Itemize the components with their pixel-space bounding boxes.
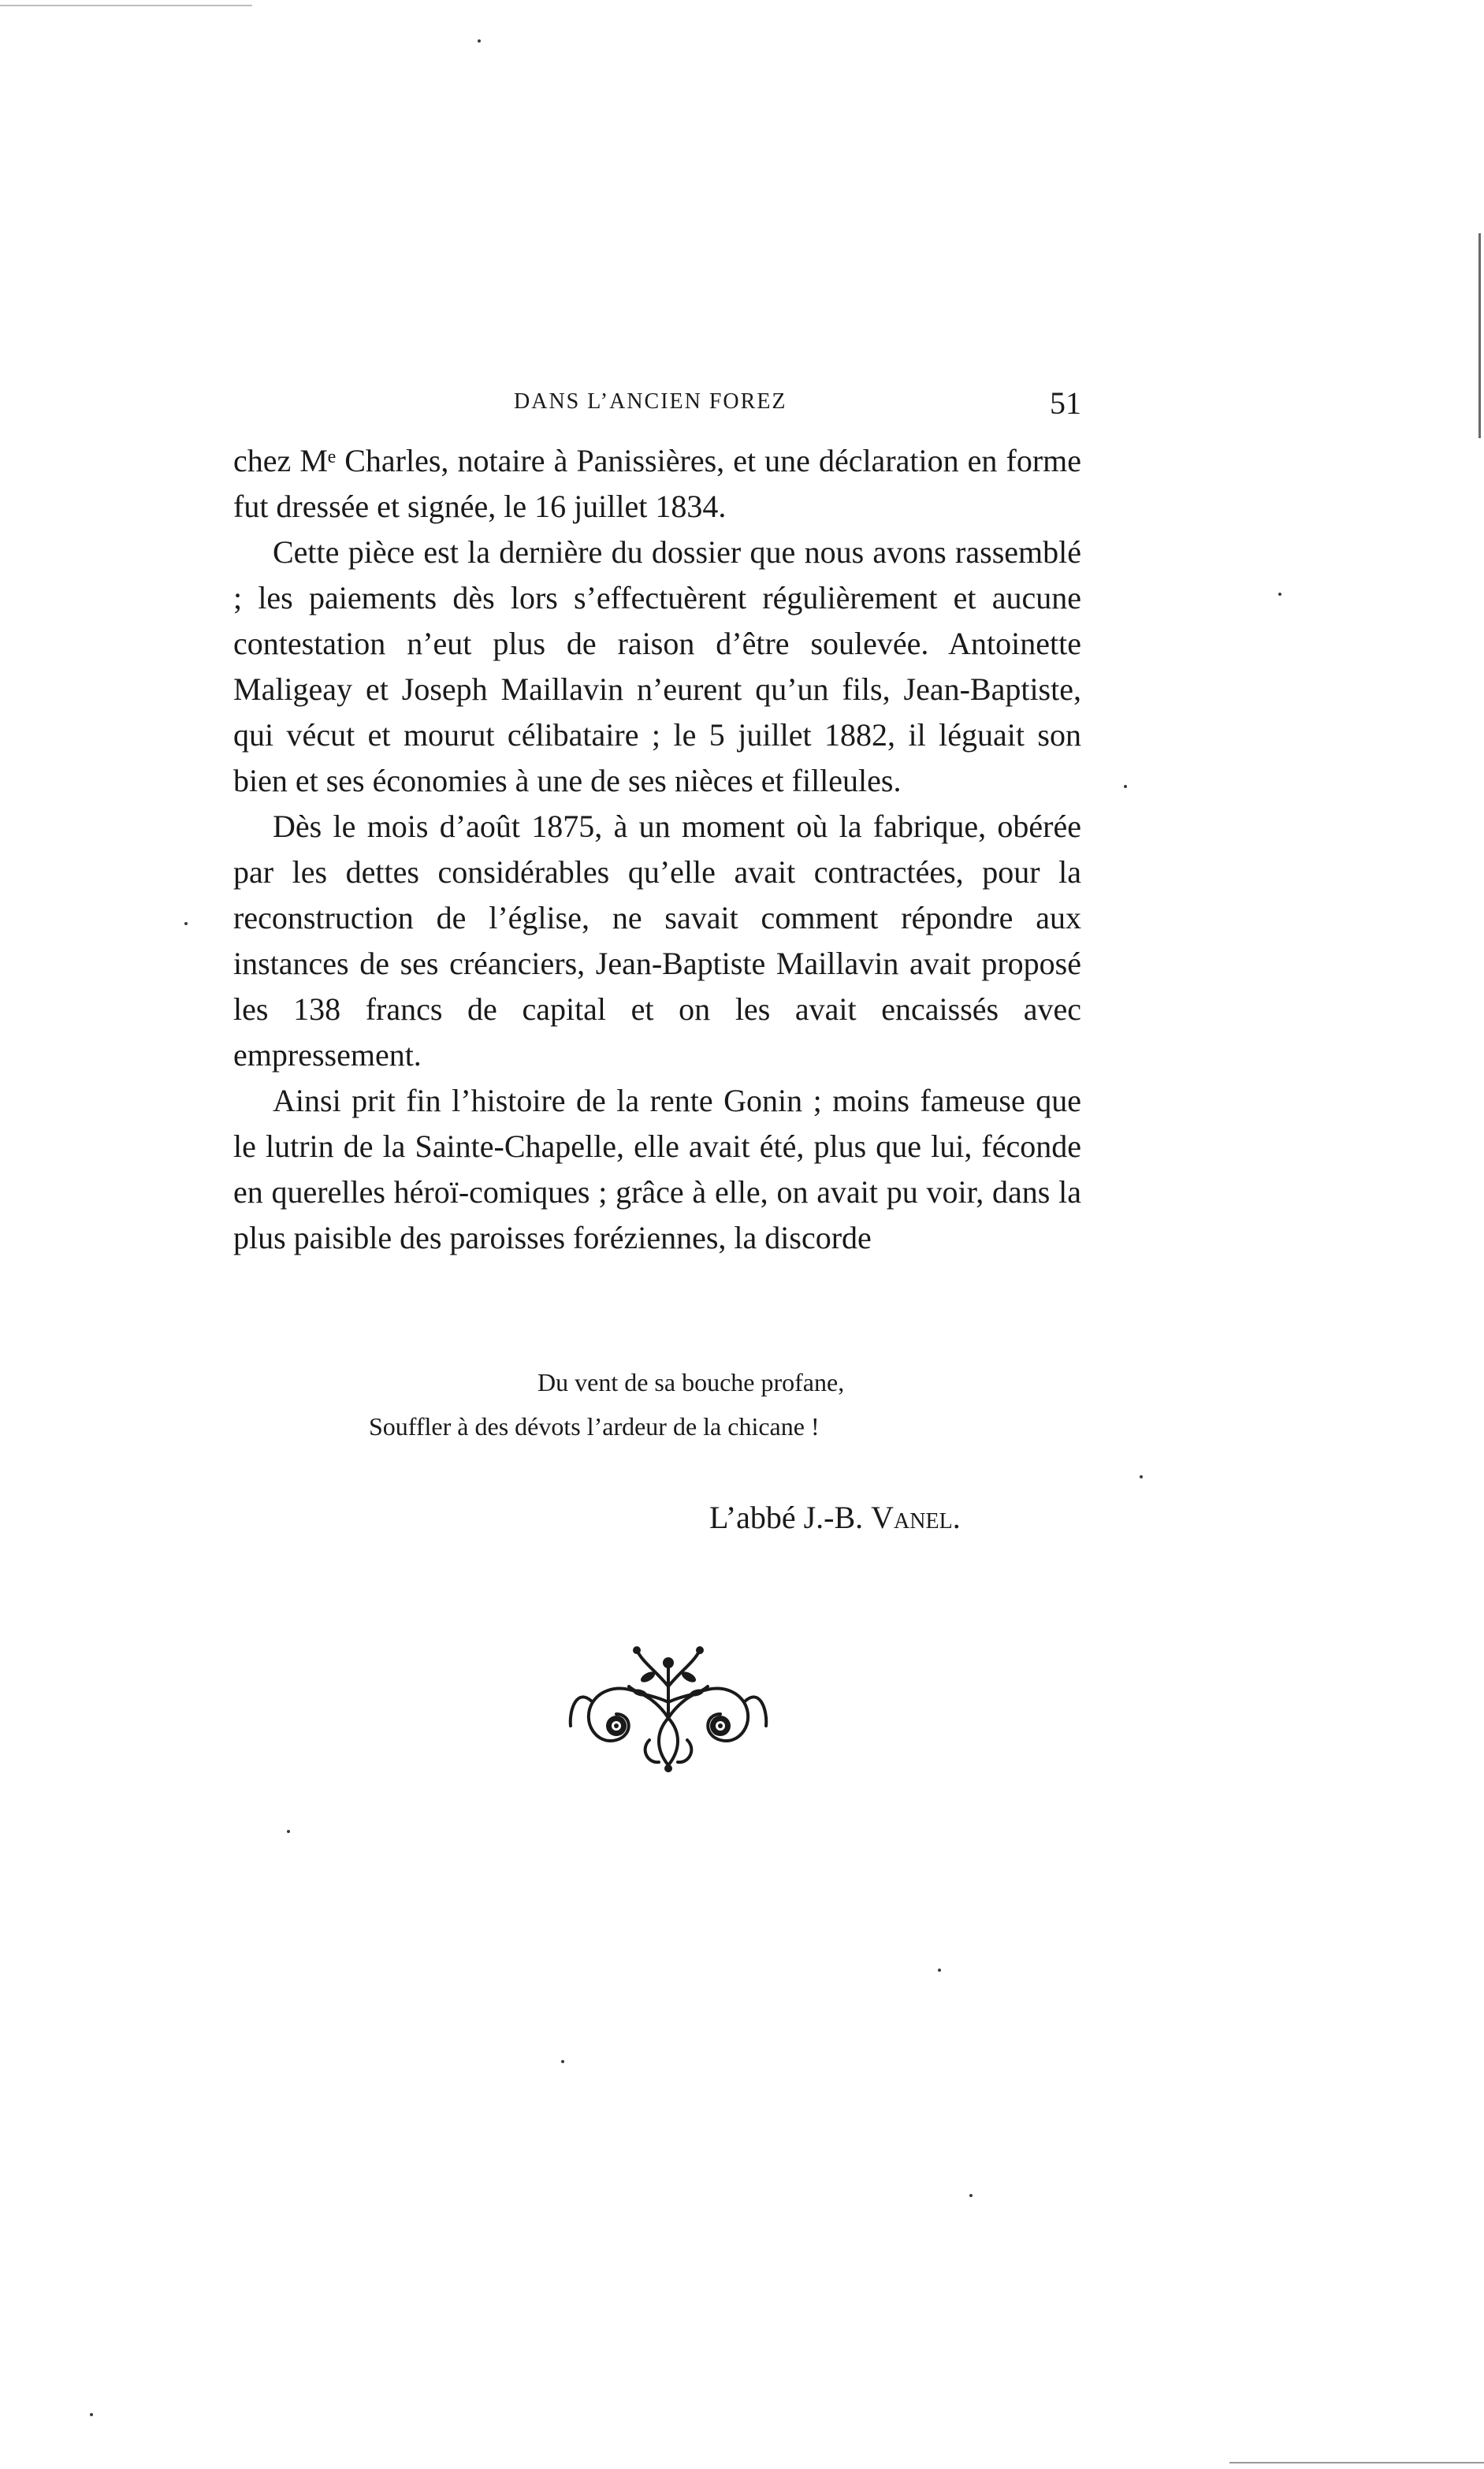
paragraph: Cette pièce est la dernière du dossier que nous avons rassemblé ; les paiements dès lors s’effectuèrent régulièrement et aucune contestation n’eut plus de raison d’être soulevée. Antoinette Maligeay et Joseph Maillavin n’eurent qu’un fils, Jean-Baptiste, qui vécut et mourut célibataire ; le 5 juillet 1882, il léguait son bien et ses économies à une de ses nièces et filleules. [233,534,1081,798]
scan-speck [1140,1475,1143,1478]
scan-edge-line [1478,233,1481,438]
scan-speck [478,39,481,43]
paragraph: chez Mᵉ Charles, notaire à Panissières, et une déclaration en forme fut dressée et signée, le 16 juillet 1834. [233,443,1081,524]
running-header [233,385,1081,426]
scan-speck [90,2413,93,2416]
scan-edge-line [0,5,252,6]
signature-surname: Vanel. [871,1500,961,1535]
scan-speck [1278,593,1281,596]
verse-quotation [233,1360,1081,1448]
scan-speck [287,1830,290,1833]
scan-speck [938,1969,941,1972]
scan-speck [561,2060,564,2063]
scan-speck [969,2194,973,2197]
running-title: DANS L’ANCIEN FOREZ [514,389,787,414]
scan-edge-line [1229,2462,1484,2463]
page-number: 51 [1050,385,1081,421]
paragraph: Dès le mois d’août 1875, à un moment où la fabrique, obérée par les dettes considérables qu’elle avait contractées, pour la reconstruction de l’église, ne savait comment répondre aux instances de ses créanciers, Jean-Baptiste Maillavin avait proposé les 138 francs de capital et on les avait encaissés avec empressement. [233,809,1081,1073]
verse-line: Souffler à des dévots l’ardeur de la chicane ! [369,1412,820,1441]
verse-line: Du vent de sa bouche profane, [537,1368,845,1396]
body-text [233,438,1081,1261]
scan-speck [1124,785,1127,788]
paragraph: Ainsi prit fin l’histoire de la rente Gonin ; moins fameuse que le lutrin de la Sainte-Chapelle, elle avait été, plus que lui, féconde en querelles héroï-comiques ; grâce à elle, on avait pu voir, dans la plus paisible des paroisses foréziennes, la discorde [233,1083,1081,1255]
scan-speck [184,922,188,925]
floral-tailpiece-ornament-icon [561,1639,775,1775]
author-signature [709,1494,1081,1541]
signature-prefix: L’abbé J.-B. [709,1500,864,1535]
